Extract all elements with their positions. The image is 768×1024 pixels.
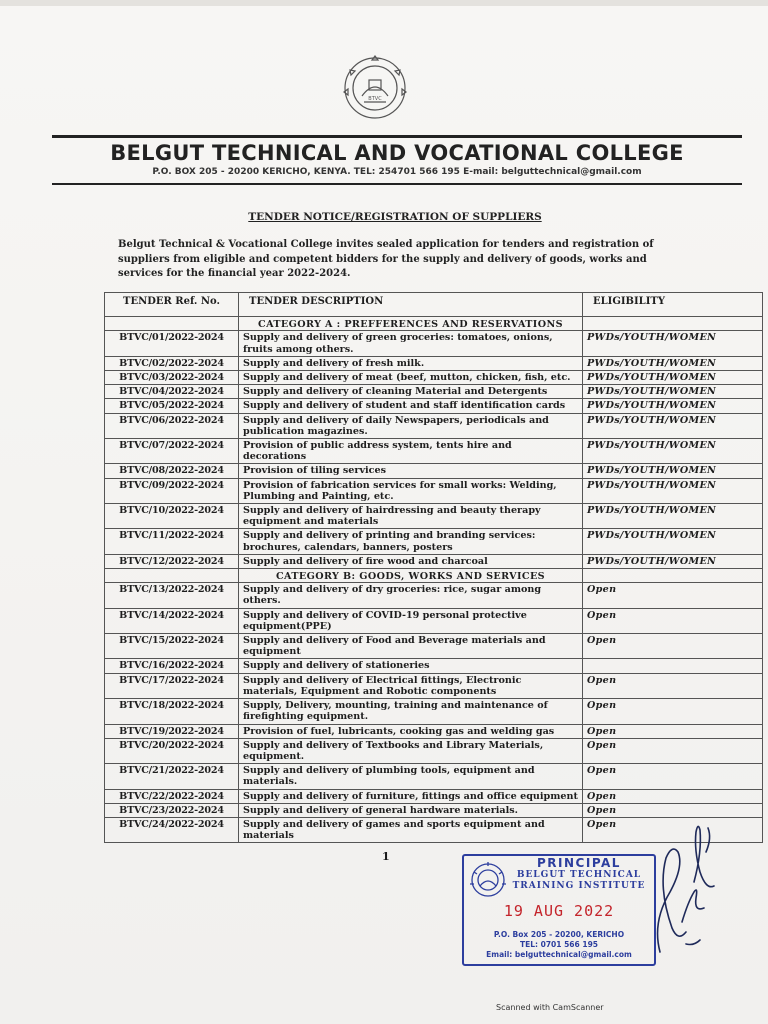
tender-description-cell: Supply and delivery of green groceries: tomatoes, onions, fruits among others. [239,331,583,356]
tender-ref-cell: BTVC/14/2022-2024 [105,608,239,633]
stamp-line-1: BELGUT TECHNICAL [516,870,642,880]
tender-table [104,292,763,843]
tender-description-cell: Provision of fuel, lubricants, cooking gas and welding gas [239,724,583,738]
college-logo [340,52,410,122]
table-row [105,634,763,659]
tender-ref-cell: BTVC/13/2022-2024 [105,583,239,608]
tender-eligibility-cell: PWDs/YOUTH/WOMEN [583,371,763,385]
tender-description-cell: Supply and delivery of meat (beef, mutton, chicken, fish, etc. [239,371,583,385]
table-header-row [105,293,763,317]
notice-intro: Belgut Technical & Vocational College invites sealed application for tenders and registration of suppliers from eligible and competent bidders for the supply and delivery of goods, works and services for the financial year 2022-2024. [118,239,654,279]
handwritten-signature [612,812,732,962]
category-a-spacer [105,317,239,331]
tender-description-cell: Supply and delivery of Electrical fittings, Electronic materials, Equipment and Robotic components [239,673,583,698]
tender-ref-cell: BTVC/02/2022-2024 [105,356,239,370]
table-row [105,699,763,724]
stamp-telephone: TEL: 0701 566 195 [519,940,599,949]
table-row [105,356,763,370]
tender-eligibility-cell: PWDs/YOUTH/WOMEN [583,504,763,529]
tender-description-cell: Supply and delivery of printing and branding services: brochures, calendars, banners, posters [239,529,583,554]
tender-description-cell: Supply and delivery of stationeries [239,659,583,673]
stamp-emblem-icon [468,860,508,902]
tender-eligibility-cell: PWDs/YOUTH/WOMEN [583,478,763,503]
tender-ref-cell: BTVC/18/2022-2024 [105,699,239,724]
tender-eligibility-cell: PWDs/YOUTH/WOMEN [583,554,763,568]
tender-eligibility-cell: PWDs/YOUTH/WOMEN [583,413,763,438]
table-row [105,478,763,503]
tender-description-cell: Supply and delivery of plumbing tools, equipment and materials. [239,764,583,789]
tender-ref-cell: BTVC/06/2022-2024 [105,413,239,438]
table-row [105,673,763,698]
tender-ref-cell: BTVC/04/2022-2024 [105,385,239,399]
tender-description-cell: Supply and delivery of fresh milk. [239,356,583,370]
tender-description-cell: Supply and delivery of fire wood and charcoal [239,554,583,568]
category-b-spacer-right [583,569,763,583]
tender-description-cell: Provision of tiling services [239,464,583,478]
tender-description-cell: Supply and delivery of games and sports equipment and materials [239,817,583,842]
tender-description-cell: Supply and delivery of Food and Beverage materials and equipment [239,634,583,659]
tender-eligibility-cell [583,659,763,673]
table-row [105,724,763,738]
category-a-row [105,317,763,331]
page-edge [0,0,768,6]
stamp-email: Email: belguttechnical@gmail.com [486,950,632,959]
table-row [105,385,763,399]
header-rule-top [52,135,742,138]
tender-description-cell: Provision of public address system, tents hire and decorations [239,439,583,464]
header-rule-bottom [52,183,742,185]
table-row [105,583,763,608]
table-row [105,789,763,803]
tender-ref-cell: BTVC/20/2022-2024 [105,738,239,763]
tender-eligibility-cell: Open [583,803,763,817]
table-row [105,608,763,633]
stamp-date: 19 AUG 2022 [503,902,615,920]
tender-description-cell: Supply and delivery of furniture, fittings and office equipment [239,789,583,803]
tender-ref-cell: BTVC/10/2022-2024 [105,504,239,529]
table-row [105,371,763,385]
tender-eligibility-cell: Open [583,724,763,738]
category-b-row [105,569,763,583]
tender-description-cell: Supply and delivery of daily Newspapers, periodicals and publication magazines. [239,413,583,438]
tender-eligibility-cell: Open [583,699,763,724]
table-row [105,399,763,413]
header-description: TENDER DESCRIPTION [239,293,583,317]
tender-ref-cell: BTVC/12/2022-2024 [105,554,239,568]
table-row [105,331,763,356]
tender-description-cell: Supply and delivery of COVID-19 personal protective equipment(PPE) [239,608,583,633]
tender-eligibility-cell: Open [583,764,763,789]
tender-eligibility-cell: PWDs/YOUTH/WOMEN [583,331,763,356]
category-b-label: CATEGORY B: GOODS, WORKS AND SERVICES [239,569,583,583]
tender-ref-cell: BTVC/22/2022-2024 [105,789,239,803]
table-row [105,764,763,789]
table-row [105,439,763,464]
tender-eligibility-cell: Open [583,817,763,842]
tender-ref-cell: BTVC/11/2022-2024 [105,529,239,554]
tender-eligibility-cell: Open [583,608,763,633]
tender-eligibility-cell: PWDs/YOUTH/WOMEN [583,464,763,478]
tender-ref-cell: BTVC/23/2022-2024 [105,803,239,817]
table-row [105,464,763,478]
tender-ref-cell: BTVC/01/2022-2024 [105,331,239,356]
table-row [105,413,763,438]
tender-description-cell: Supply and delivery of student and staff identification cards [239,399,583,413]
tender-ref-cell: BTVC/05/2022-2024 [105,399,239,413]
stamp-line-2: TRAINING INSTITUTE [512,881,646,891]
scanner-watermark: Scanned with CamScanner [496,1003,604,1012]
header-eligibility: ELIGIBILITY [583,293,763,317]
category-b-spacer [105,569,239,583]
table-row [105,554,763,568]
tender-eligibility-cell: PWDs/YOUTH/WOMEN [583,356,763,370]
tender-description-cell: Supply and delivery of dry groceries: rice, sugar among others. [239,583,583,608]
category-a-label: CATEGORY A : PREFFERENCES AND RESERVATIONS [239,317,583,331]
tender-eligibility-cell: PWDs/YOUTH/WOMEN [583,385,763,399]
tender-eligibility-cell: Open [583,673,763,698]
tender-eligibility-cell: PWDs/YOUTH/WOMEN [583,439,763,464]
page-number: 1 [382,850,390,863]
college-address: P.O. BOX 205 - 20200 KERICHO, KENYA. TEL: 254701 566 195 E-mail: belguttechnical@gmail.com [152,167,642,177]
category-a-spacer-right [583,317,763,331]
tender-eligibility-cell: Open [583,634,763,659]
tender-ref-cell: BTVC/09/2022-2024 [105,478,239,503]
tender-ref-cell: BTVC/03/2022-2024 [105,371,239,385]
tender-description-cell: Supply, Delivery, mounting, training and maintenance of firefighting equipment. [239,699,583,724]
tender-eligibility-cell: PWDs/YOUTH/WOMEN [583,529,763,554]
tender-description-cell: Supply and delivery of general hardware materials. [239,803,583,817]
tender-eligibility-cell: Open [583,738,763,763]
tender-description-cell: Supply and delivery of cleaning Material and Detergents [239,385,583,399]
table-row [105,504,763,529]
notice-title: TENDER NOTICE/REGISTRATION OF SUPPLIERS [248,211,542,223]
tender-ref-cell: BTVC/07/2022-2024 [105,439,239,464]
tender-ref-cell: BTVC/17/2022-2024 [105,673,239,698]
tender-ref-cell: BTVC/16/2022-2024 [105,659,239,673]
tender-description-cell: Supply and delivery of hairdressing and beauty therapy equipment and materials [239,504,583,529]
tender-ref-cell: BTVC/08/2022-2024 [105,464,239,478]
table-row [105,738,763,763]
stamp-title: PRINCIPAL [537,856,621,870]
tender-eligibility-cell: Open [583,583,763,608]
tender-eligibility-cell: Open [583,789,763,803]
svg-text:BTVC: BTVC [368,96,382,102]
table-row [105,529,763,554]
stamp-address: P.O. Box 205 - 20200, KERICHO [493,930,625,939]
tender-description-cell: Supply and delivery of Textbooks and Library Materials, equipment. [239,738,583,763]
college-name: BELGUT TECHNICAL AND VOCATIONAL COLLEGE [110,141,684,165]
tender-ref-cell: BTVC/21/2022-2024 [105,764,239,789]
tender-ref-cell: BTVC/24/2022-2024 [105,817,239,842]
tender-ref-cell: BTVC/19/2022-2024 [105,724,239,738]
tender-eligibility-cell: PWDs/YOUTH/WOMEN [583,399,763,413]
header-ref: TENDER Ref. No. [105,293,239,317]
tender-description-cell: Provision of fabrication services for small works: Welding, Plumbing and Painting, etc. [239,478,583,503]
tender-ref-cell: BTVC/15/2022-2024 [105,634,239,659]
table-row [105,659,763,673]
